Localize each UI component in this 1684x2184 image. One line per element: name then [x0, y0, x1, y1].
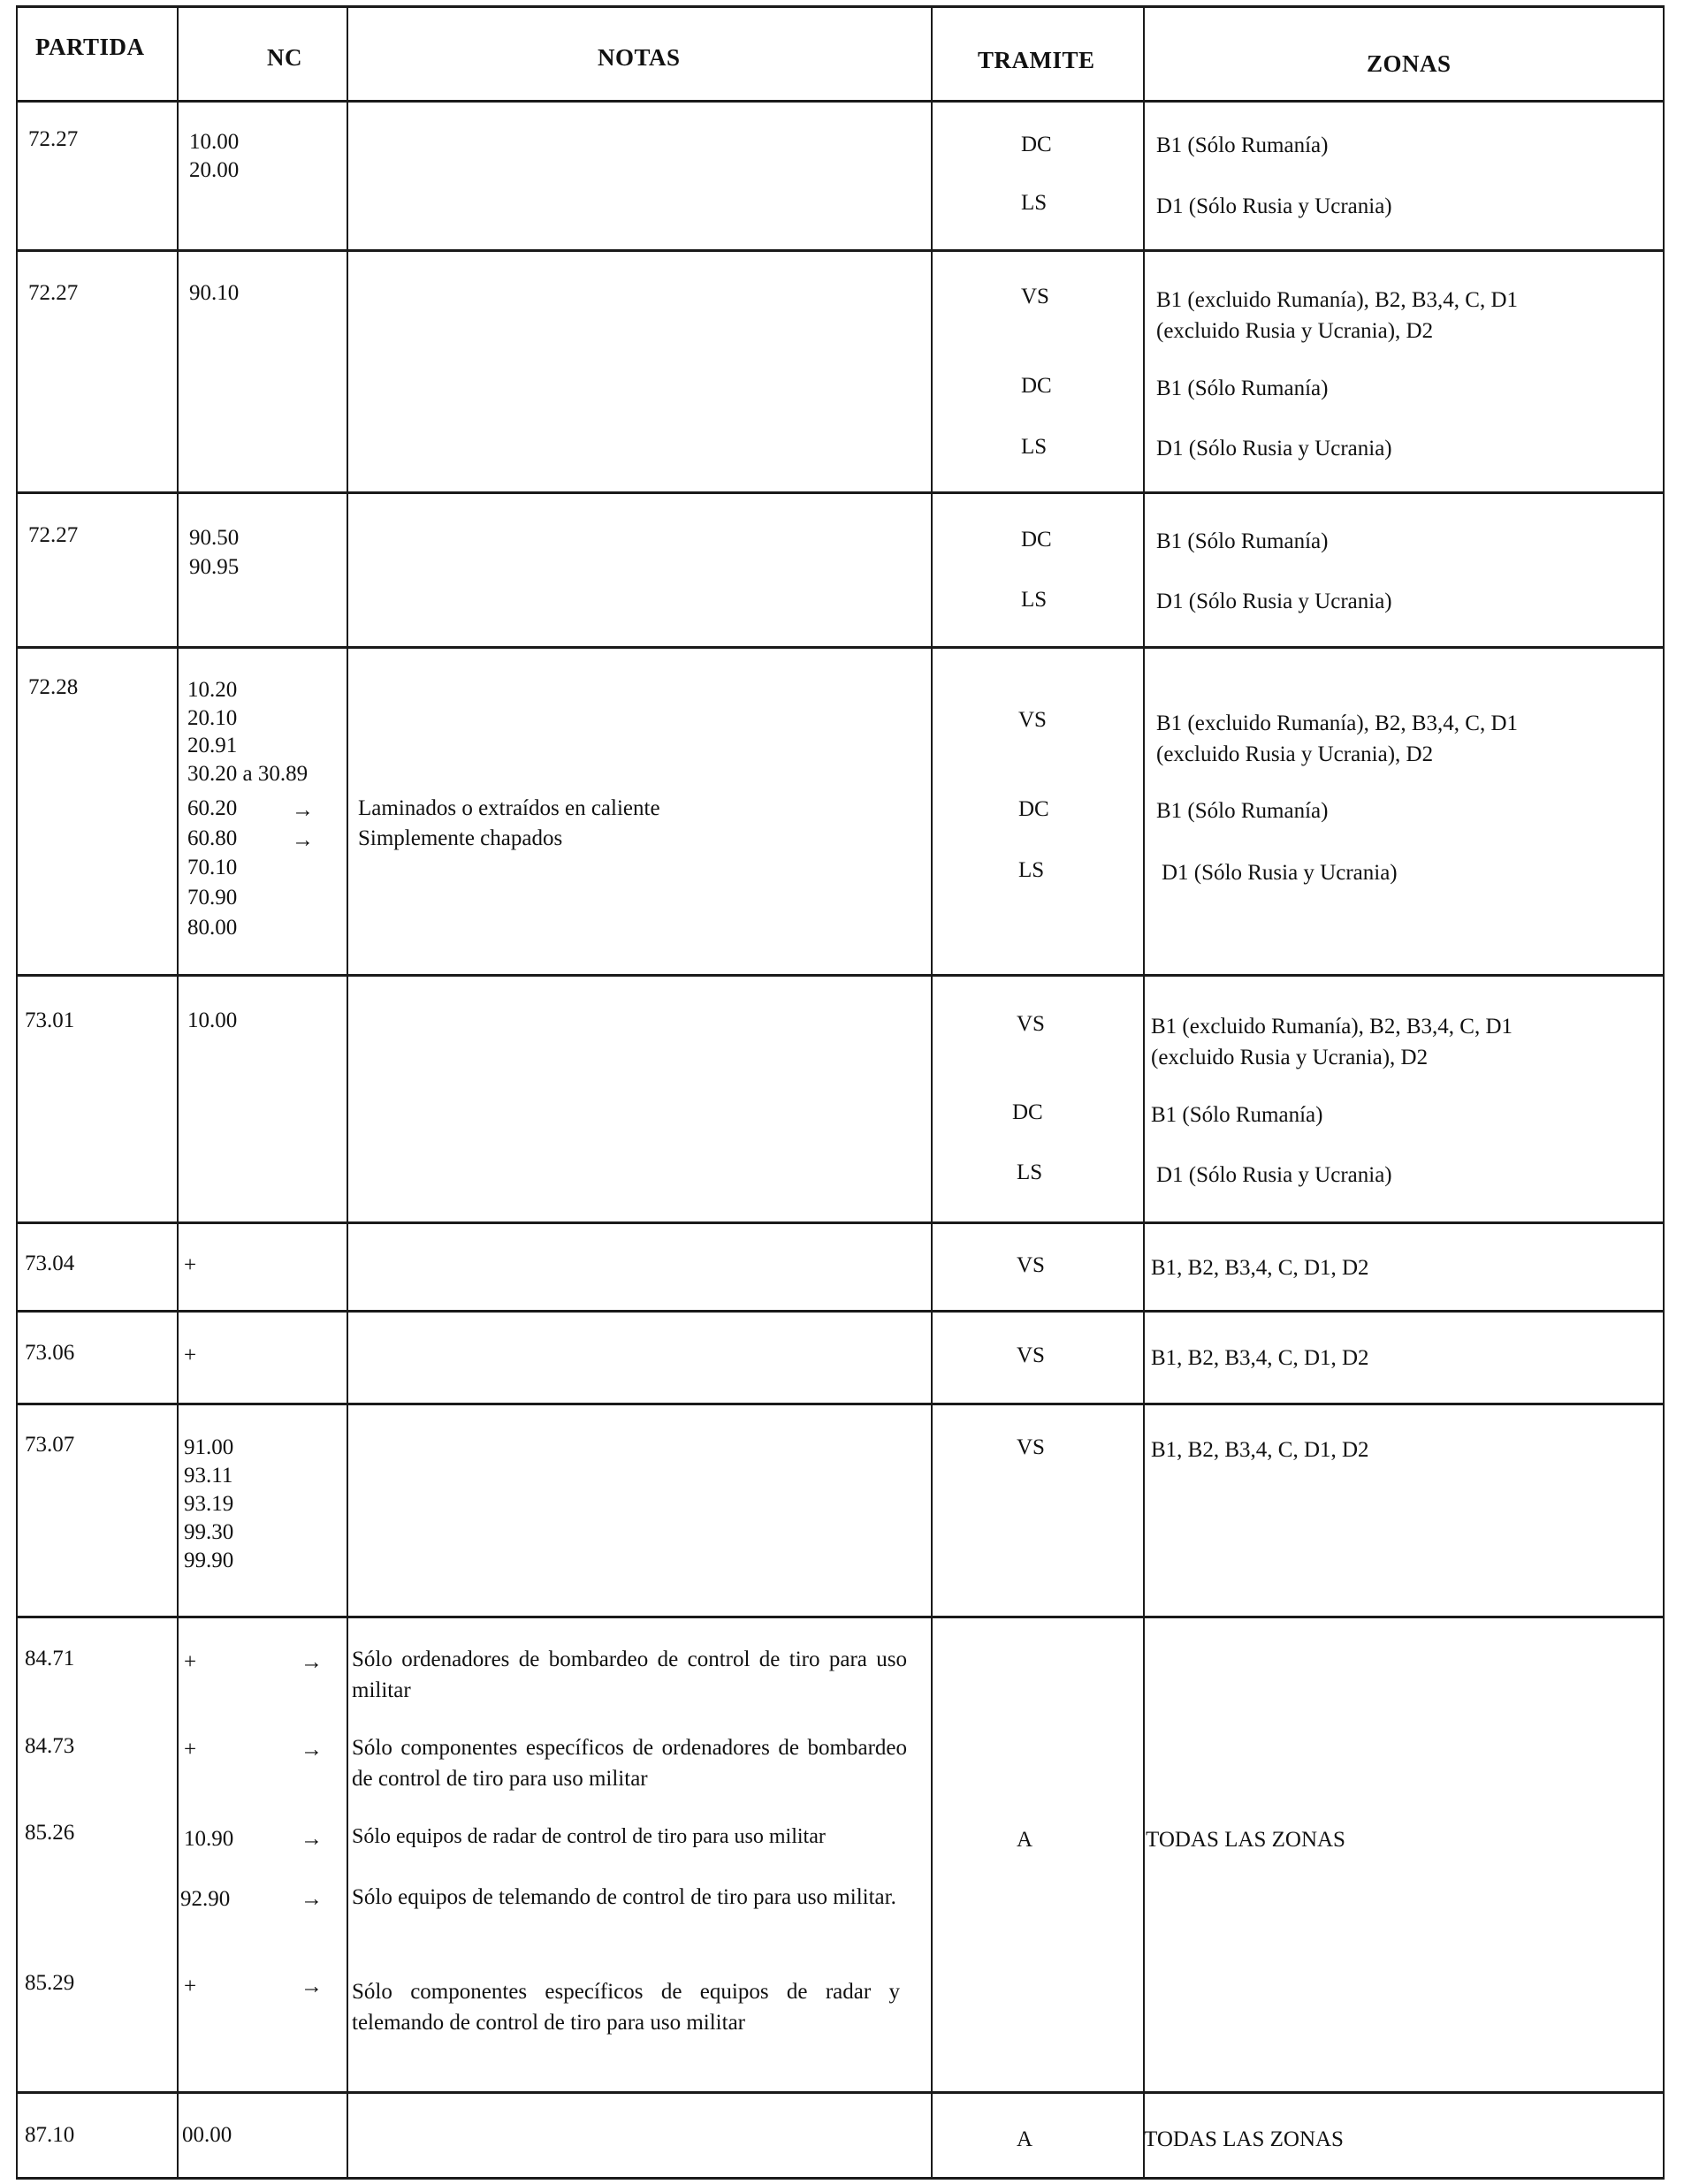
tramite-cell: DC — [1021, 133, 1052, 156]
notas-cell: Sólo componentes específicos de equipos de radar y telemando de control de tiro para uso militar — [352, 1980, 900, 2035]
partida-cell: 72.28 — [28, 675, 79, 699]
arrow-icon: → — [292, 798, 314, 822]
nc-code: 93.11 — [184, 1464, 233, 1488]
tramite-cell: A — [1017, 1828, 1033, 1852]
nc-code: 70.90 — [187, 886, 238, 909]
header-tramite: TRAMITE — [978, 47, 1095, 73]
arrow-icon: → — [301, 1975, 323, 1998]
nc-code: + — [184, 1975, 197, 1998]
partida-cell: 73.01 — [25, 1008, 75, 1032]
partida-cell: 85.29 — [25, 1971, 75, 1995]
zonas-cell: B1 (Sólo Rumanía) — [1156, 529, 1329, 553]
nc-code: + — [184, 1343, 197, 1367]
table-border-top — [16, 5, 1665, 8]
partida-cell: 72.27 — [28, 127, 79, 151]
nc-code: 90.10 — [189, 281, 240, 305]
zonas-cell: B1 (Sólo Rumanía) — [1151, 1103, 1323, 1127]
row-divider — [16, 2091, 1665, 2094]
arrow-icon: → — [301, 1827, 323, 1851]
nc-code: 60.20 — [187, 796, 238, 820]
tramite-cell: LS — [1018, 858, 1045, 882]
zonas-cell: B1 (Sólo Rumanía) — [1156, 799, 1329, 823]
tramite-cell: LS — [1021, 588, 1048, 612]
zonas-cell: D1 (Sólo Rusia y Ucrania) — [1156, 437, 1392, 460]
notas-cell: Sólo ordenadores de bombardeo de control de tiro para uso militar — [352, 1648, 907, 1702]
row-divider — [16, 1221, 1665, 1224]
arrow-icon: → — [301, 1738, 323, 1762]
notas-cell: Sólo equipos de telemando de control de tiro para uso militar. — [352, 1885, 896, 1909]
col-divider-tramite — [1143, 5, 1145, 2180]
row-divider — [16, 249, 1665, 252]
header-notas: NOTAS — [598, 44, 681, 71]
nc-code: 10.00 — [187, 1008, 238, 1032]
nc-code: 10.20 — [187, 678, 238, 702]
partida-cell: 85.26 — [25, 1821, 75, 1845]
col-divider-partida — [177, 5, 179, 2180]
nc-code: 91.00 — [184, 1435, 234, 1459]
nc-code: 30.20 a 30.89 — [187, 762, 309, 786]
tramite-cell: VS — [1017, 1343, 1045, 1367]
header-zonas: ZONAS — [1367, 50, 1452, 77]
table-border-bottom — [16, 2177, 1665, 2180]
arrow-icon: → — [292, 828, 314, 852]
nc-code: 90.95 — [189, 555, 240, 579]
row-divider — [16, 1403, 1665, 1405]
row-divider — [16, 1310, 1665, 1313]
nc-code: 10.90 — [184, 1827, 234, 1851]
header-partida: PARTIDA — [35, 34, 145, 60]
zonas-cell: B1 (excluido Rumanía), B2, B3,4, C, D1 (excluido Rusia y Ucrania), D2 — [1156, 288, 1518, 343]
nc-code: + — [184, 1738, 197, 1762]
nc-code: 90.50 — [189, 526, 240, 550]
tramite-cell: VS — [1021, 285, 1049, 308]
partida-cell: 72.27 — [28, 281, 79, 305]
zonas-cell: D1 (Sólo Rusia y Ucrania) — [1156, 1163, 1392, 1187]
arrow-icon: → — [301, 1650, 323, 1674]
partida-cell: 73.04 — [25, 1252, 75, 1275]
row-divider — [16, 646, 1665, 649]
arrow-icon: → — [301, 1887, 323, 1911]
notas-cell: Sólo componentes específicos de ordenadores de bombardeo de control de tiro para uso militar — [352, 1736, 907, 1791]
partida-cell: 84.71 — [25, 1647, 75, 1670]
tramite-cell: A — [1017, 2127, 1033, 2151]
notas-cell: Laminados o extraídos en caliente — [358, 796, 660, 820]
nc-code: 80.00 — [187, 916, 238, 940]
nc-code: 20.91 — [187, 734, 238, 757]
zonas-cell: D1 (Sólo Rusia y Ucrania) — [1156, 194, 1392, 218]
table-border-right — [1663, 5, 1665, 2180]
notas-cell: Sólo equipos de radar de control de tiro para uso militar — [352, 1825, 826, 1848]
tramite-cell: LS — [1017, 1160, 1043, 1184]
nc-code: 00.00 — [182, 2123, 232, 2147]
nc-code: 60.80 — [187, 826, 238, 850]
nc-code: 20.00 — [189, 158, 240, 182]
nc-code: 20.10 — [187, 706, 238, 730]
tramite-cell: DC — [1021, 374, 1052, 398]
table-border-left — [16, 5, 18, 2180]
zonas-cell: B1 (Sólo Rumanía) — [1156, 377, 1329, 400]
nc-code: 99.30 — [184, 1520, 234, 1544]
partida-cell: 72.27 — [28, 523, 79, 547]
notas-cell: Simplemente chapados — [358, 826, 563, 850]
partida-cell: 73.06 — [25, 1341, 75, 1365]
partida-cell: 87.10 — [25, 2123, 75, 2147]
tramite-cell: DC — [1012, 1100, 1043, 1124]
nc-code: 10.00 — [189, 130, 240, 154]
tramite-cell: VS — [1017, 1012, 1045, 1036]
tramite-cell: DC — [1021, 528, 1052, 552]
zonas-cell: TODAS LAS ZONAS — [1146, 1828, 1345, 1852]
nc-code: + — [184, 1253, 197, 1277]
zonas-cell: B1, B2, B3,4, C, D1, D2 — [1151, 1346, 1369, 1370]
col-divider-nc — [347, 5, 348, 2180]
nc-code: + — [184, 1650, 197, 1674]
nc-code: 93.19 — [184, 1492, 234, 1516]
zonas-cell: B1, B2, B3,4, C, D1, D2 — [1151, 1438, 1369, 1462]
zonas-cell: B1 (excluido Rumanía), B2, B3,4, C, D1 (excluido Rusia y Ucrania), D2 — [1156, 712, 1518, 766]
zonas-cell: D1 (Sólo Rusia y Ucrania) — [1156, 590, 1392, 613]
header-divider — [16, 100, 1665, 103]
tramite-cell: VS — [1018, 708, 1047, 732]
zonas-cell: B1, B2, B3,4, C, D1, D2 — [1151, 1256, 1369, 1280]
header-nc: NC — [267, 44, 302, 71]
tramite-cell: LS — [1021, 435, 1048, 459]
nc-code: 92.90 — [180, 1887, 231, 1911]
tramite-cell: VS — [1017, 1253, 1045, 1277]
zonas-cell: B1 (excluido Rumanía), B2, B3,4, C, D1 (excluido Rusia y Ucrania), D2 — [1151, 1015, 1513, 1069]
zonas-cell: D1 (Sólo Rusia y Ucrania) — [1162, 861, 1398, 885]
partida-cell: 73.07 — [25, 1433, 75, 1457]
col-divider-notas — [931, 5, 933, 2180]
tramite-cell: VS — [1017, 1435, 1045, 1459]
row-divider — [16, 1616, 1665, 1618]
tramite-cell: DC — [1018, 797, 1049, 821]
row-divider — [16, 974, 1665, 977]
nc-code: 70.10 — [187, 856, 238, 879]
tramite-cell: LS — [1021, 191, 1048, 215]
partida-cell: 84.73 — [25, 1734, 75, 1758]
row-divider — [16, 491, 1665, 494]
zonas-cell: TODAS LAS ZONAS — [1144, 2127, 1344, 2151]
zonas-cell: B1 (Sólo Rumanía) — [1156, 133, 1329, 157]
nc-code: 99.90 — [184, 1549, 234, 1572]
